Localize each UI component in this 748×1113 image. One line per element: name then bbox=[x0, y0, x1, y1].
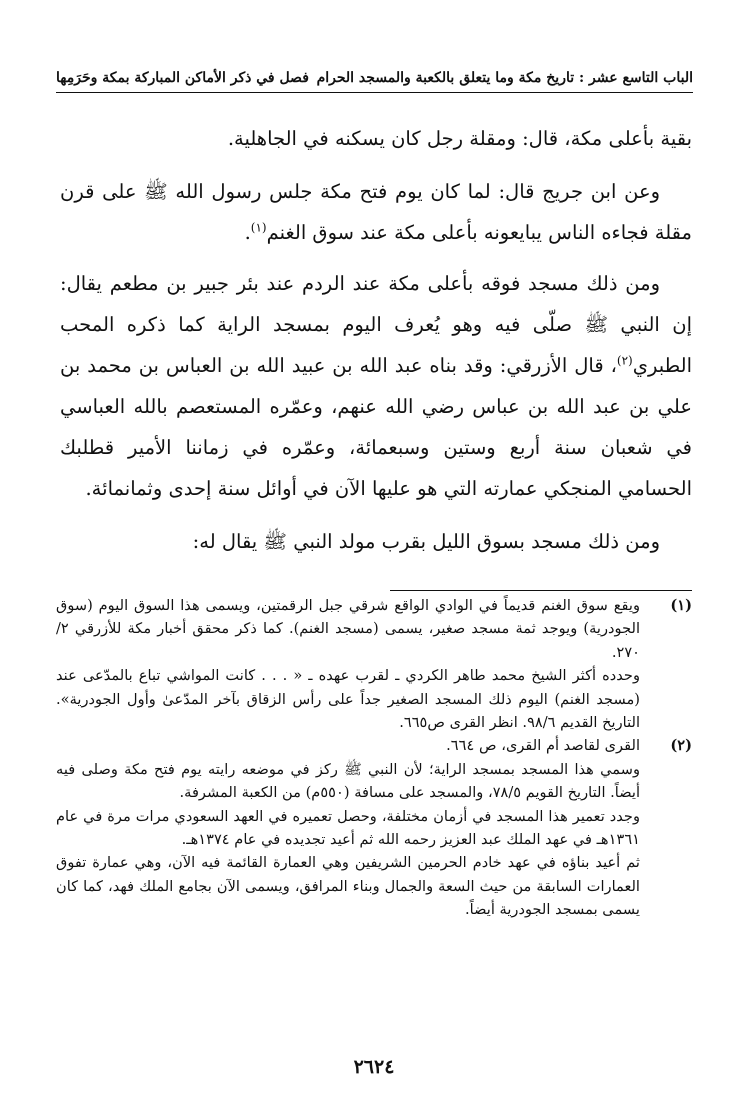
paragraph-2: وعن ابن جريج قال: لما كان يوم فتح مكة جلس رسول الله ﷺ على قرن مقلة فجاءه الناس يبايعونه بأعلى مكة عند سوق الغنم$^{(١)}$. bbox=[60, 180, 692, 244]
footnote-2-body bbox=[56, 734, 640, 921]
paragraph-3 bbox=[60, 263, 692, 509]
header-rule bbox=[56, 92, 693, 93]
footnote-ref-2[interactable]: (٢) bbox=[616, 353, 633, 368]
paragraph-1 bbox=[60, 118, 692, 159]
footnote-2-para-4: ثم أعيد بناؤه في عهد خادم الحرمين الشريفين وهي العمارة القائمة فيه الآن، وهي عمارة تفوق العمارات السابقة من حيث السعة والجمال وبناء المرافق، ويسمى الآن بجامع الملك فهد، كما كان يسمى بمسجد الجودرية أيضاً. bbox=[56, 854, 640, 919]
chapter-title: الباب التاسع عشر : تاريخ مكة وما يتعلق بالكعبة والمسجد الحرام bbox=[316, 70, 693, 86]
footnote-1 bbox=[56, 594, 692, 734]
footnote-1-number: (١) bbox=[670, 597, 692, 614]
paragraph-4 bbox=[60, 521, 692, 562]
footnote-2 bbox=[56, 734, 692, 921]
paragraph-2-text: وعن ابن جريج قال: لما كان يوم فتح مكة جلس رسول الله ﷺ على قرن مقلة فجاءه الناس يبايعونه بأعلى مكة عند سوق الغنم bbox=[60, 180, 692, 244]
section-title: فصل في ذكر الأماكن المباركة بمكة وحَرَمِها bbox=[56, 70, 309, 86]
running-head bbox=[56, 62, 693, 86]
paragraph-1-text: بقية بأعلى مكة، قال: ومقلة رجل كان يسكنه في الجاهلية. bbox=[227, 127, 692, 150]
main-text bbox=[60, 118, 692, 562]
footnote-2-para-2: وسمي هذا المسجد بمسجد الراية؛ لأن النبي ﷺ ركز في موضعه رايته يوم فتح مكة وصلى فيه أيضاً. التاريخ القويم ٧٨/٥، والمسجد على مسافة (٥٥٠م) من الكعبة المشرفة. bbox=[56, 760, 640, 802]
paragraph-3-text-a: ومن ذلك مسجد فوقه بأعلى مكة عند الردم عند بئر جبير بن مطعم يقال: إن النبي ﷺ صلّى فيه وهو يُعرف اليوم بمسجد الراية كما ذكره المحب الطبري bbox=[60, 272, 692, 377]
page-number: ٢٦٢٤ bbox=[353, 1056, 395, 1078]
paragraph-4-text: ومن ذلك مسجد بسوق الليل بقرب مولد النبي ﷺ يقال له: bbox=[192, 530, 660, 553]
footnote-2-number: (٢) bbox=[670, 737, 692, 755]
footnote-rule bbox=[390, 590, 692, 591]
footnote-1-body bbox=[56, 594, 640, 734]
footnote-ref-1[interactable]: (١) bbox=[250, 220, 267, 235]
footnotes bbox=[56, 594, 692, 922]
paragraph-3-text-b: ، قال الأزرقي: وقد بناه عبد الله بن عبيد الله بن العباس بن محمد بن علي بن عبد الله بن عباس رضي الله عنهم، وعمّره المستعصم بالله العباسي في شعبان سنة أربع وستين وسبعمائة، وعمّره في زماننا الأمير قطلبك الحسامي المنجكي عمارته التي هو عليها الآن في أوائل سنة إحدى وثمانمائة. bbox=[60, 354, 692, 500]
footnote-1-para-1: ويقع سوق الغنم قديماً في الوادي الواقع شرقي جبل الرقمتين، ويسمى هذا السوق اليوم (سوق الجودرية) ويوجد ثمة مسجد صغير، يسمى (مسجد الغنم). كما ذكر محقق أخبار مكة للأزرقي ٢/ ٢٧٠. bbox=[56, 597, 640, 661]
footnote-1-para-2: وحدده أكثر الشيخ محمد طاهر الكردي ـ لقرب عهده ـ « . . . كانت المواشي تباع بالمدّعى عند (مسجد الغنم) اليوم ذلك المسجد الصغير جداً على رأس الزقاق بآخر المدّعىٰ وأول الجودرية». التاريخ القديم ٩٨/٦. انظر القرى ص٦٦٥. bbox=[56, 667, 640, 732]
footnote-2-para-3: وجدد تعمير هذا المسجد في أزمان مختلفة، وحصل تعميره في العهد السعودي مرات مرة في عام ١٣٦١هـ في عهد الملك عبد العزيز رحمه الله ثم أعيد تجديده في عام ١٣٧٤هـ. bbox=[56, 807, 640, 849]
footnote-2-para-1: القرى لقاصد أم القرى، ص ٦٦٤. bbox=[446, 737, 640, 755]
